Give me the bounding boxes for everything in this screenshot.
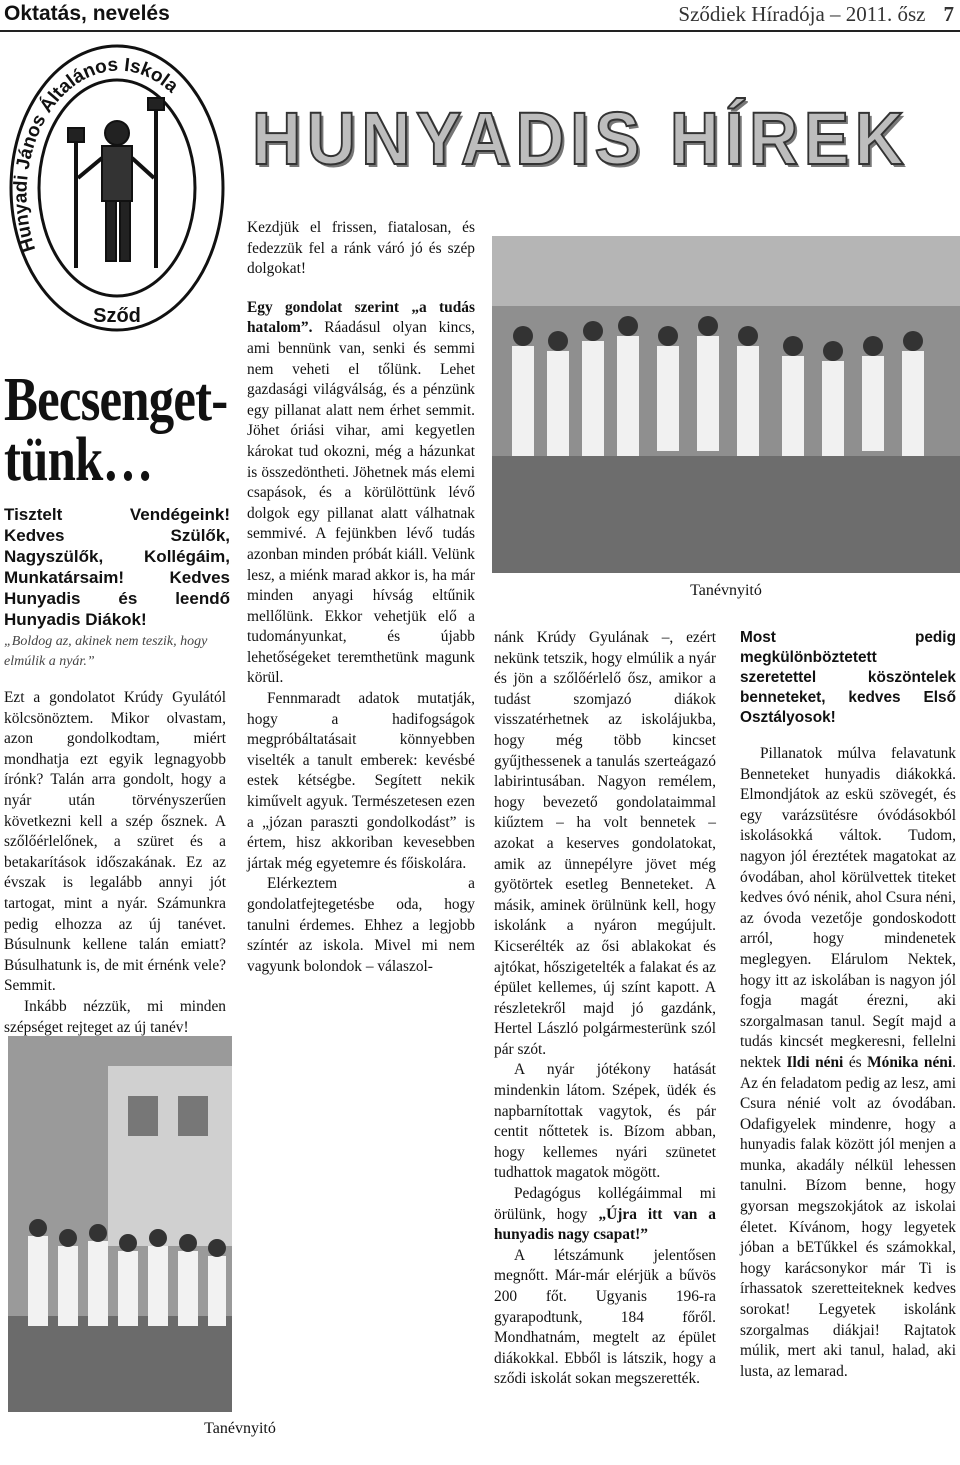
column-1 [4,688,226,1038]
publication-info [678,2,954,27]
col3-paragraph: Pedagógus kollégáimmal mi örülünk, hogy [494,1185,716,1223]
column-4 [740,628,956,1382]
article-title [4,366,240,494]
col3-paragraph: nánk Krúdy Gyulának –, ezért nekünk tetszik, hogy elmúlik a nyár és jön a szőlőérlelő ősz, amikor a tudást szomjazó diákok visszatérhetnek az iskolájukba, hogy még több kincset gyűjthessenek a tanulás szerteágazó labirintusában. Nagyon remélem, hogy bevezető gondolataimmal kiűztem – ha volt bennetek – azokat a keserves gondolatokat, amik az ünnepélyre jövet még gyötörtek esetleg Benneteket. A másik, aminek örülnünk kell, hogy iskolánk a nyáron megújult. Kicserélték az ősi ablakokat és ajtókat, hőszigetelték a falakat és az épület kellemes, új színt kapott. A részletekről majd jó gazdánk, Hertel László polgármesterünk szól pár szót. [494,629,716,1058]
col1-paragraph: Ezt a gondolatot Krúdy Gyulától kölcsönöztem. Mikor olvastam, azon gondolkodtam, miért mondhatja ezt egyik legnagyobb írónk? Talán arra gondolt, hogy a nyár után törvényszerűen következni kell a szép ősznek. A szőlőérlelőnek, a szüret és a betakarítások időszakának. Ez az évszak is legalább annyi jót tartogat, mint a nyár. Számunkra pedig elhozza az új tanévet. Búsulnunk kellene talán emiatt? Búsulhatunk is, de mit érnénk vele? Semmit. [4,689,226,995]
krudy-quote: „Boldog az, akinek nem teszik, hogy elmúlik a nyár.” [4,634,208,669]
teacher-name-monika: Mónika néni [867,1053,953,1071]
school-seal-icon [6,38,228,336]
banner-title: HUNYADIS HÍREK [252,97,910,180]
svg-text:Hunyadi János Általános Iskola: Hunyadi János Általános Iskola [10,54,183,255]
col2-paragraph: Fennmaradt adatok mutatják, hogy a hadifogságok megpróbáltatásait könnyebben viselték a tanult emberek: kevésbé estek kétségbe. Segített nekik kiművelt agyuk. Természetesen ezen a „józan paraszti gondolkodást” is értem, hisz akkoriban kevesebben jártak még egyetemre és főiskolára. [247,690,475,872]
col1-paragraph: Inkább nézzük, mi minden szépséget rejteget az új tanév! [4,997,226,1036]
greeting: Tisztelt Vendégeink! Kedves Szülők, Nagyszülők, Kollégáim, Munkatársaim! Kedves Hunyadis és leendő Hunyadis Diákok! [4,505,230,629]
school-logo [6,38,228,336]
header-rule [0,30,960,32]
col2-paragraph: Elérkeztem a gondolatfejtegetésbe oda, hogy tanulni érdemes. Ehhez a legjobb színtér az iskola. Mivel mi nem vagyunk bolondok – válaszol- [247,875,475,975]
section-title: Oktatás, nevelés [4,2,170,25]
col4-conjunction: és [848,1053,862,1071]
photo-students-image [8,1036,232,1412]
col2-paragraph: Ráadásul olyan kincs, ami bennünk van, senki és semmi nem veheti el tőlünk. Lehet gazdasági világválság, és a pénzünk egy pillanat alatt nem érhet semmit. Jöhet óriási vihar, ami kegyetlen károkat tud okozni, még a házunkat is összedöntheti. Jöhetnek más elemi csapások, és a körülöttünk lévő dolgok egy pillanat alatt válhatnak semmivé. A fejünkben lévő tudás azonban minden próbát kiáll. Velünk lesz, a miénk marad akkor is, ha már minden anyagi hívság eltűnik mellőlünk. Ekkor vehetjük elő a tudományunkat, és újabb lehetőségeket teremthetünk magunk körül. [247,319,475,687]
article-title-line2: tünk… [4,426,153,494]
teacher-name-ildi: Ildi néni [786,1053,844,1071]
svg-text:Sződ: Sződ [93,305,141,327]
col3-bold-motto: „Újra itt van a hunyadis nagy csapat!” [494,1205,716,1244]
col3-paragraph: A létszámunk jelentősen megnőtt. Már-már elérjük a bűvös 200 főt. Ugyanis 196-ra gyarapodtunk, 184 főről. Mondhatnám, megtelt az épület diákokkal. Ebből is látszik, hogy a sződi iskolát sokan megszerették. [494,1246,716,1388]
col4-bold-greeting: Most pedig megkülönböztetett szeretettel köszöntelek benneteket, kedves Első Osztályosok! [740,629,956,726]
publication-title: Sződiek Híradója – 2011. ősz [678,2,926,26]
bottom-photo-caption: Tanévnyitó [204,1420,276,1437]
column-3 [494,628,716,1390]
page-number: 7 [943,2,954,26]
col4-paragraph: Pillanatok múlva felavatunk Benneteket hunyadis diákokká. Elmondjátok az eskü szövegét, és egy varázsütésre óvódásokból iskolásokká váltok. Tudom, nagyon jól éreztétek magatokat az óvodában, ahol körülvettek titeket kedves óvó nénik, ahol Csura néni, az óvoda vezetője gondoskodott arról, hogy mindenetek meglegyen. Elárulom Nektek, hogy itt az iskolában is nagyon jól fogja magát érezni, aki szorgalmasan tanul. Segít majd a tudás kincsét megkeresni, fellelni nektek [740,745,956,1071]
photo-crowd-image [492,236,960,573]
column-2 [247,218,475,977]
photo-school-opening-top [492,236,960,573]
photo-school-opening-bottom [8,1036,232,1412]
top-photo-caption: Tanévnyitó [690,582,762,599]
article-title-line1: Becsenget- [4,366,228,434]
col2-bold-lead: Egy gondolat szerint „a tudás hatalom”. [247,298,475,337]
col3-paragraph: A nyár jótékony hatását mindenkin látom. Szépek, üdék és napbarnítottak vagytok, és pár centit nőttetek is. Bízom abban, hogy kellemes nyári szünetet tudhattok magatok mögött. [494,1061,716,1182]
col2-intro: Kezdjük el frissen, fiatalosan, és fedezzük fel a ránk váró jó és szép dolgokat! [247,219,475,278]
col4-paragraph: . Az én feladatom pedig az lesz, ami Csura nénié volt az óvodában. Odafigyelek mindenre, hogy a hunyadis falak között jól menjen a munka, akadály nélkül lehessen tanulni. Bízom benne, hogy gyorsan megszokjátok az iskolai életet. Kívánom, hogy legyetek jóban a bETűkkel és számokkal, hogy karácsonykor már Ti is írhassatok szeretteiteknek kedves sorokat! Legyetek iskolánk szorgalmas diákjai! Rajtatok múlik, mert aki tanul, halad, aki lusta, az lemarad. [740,1053,956,1380]
